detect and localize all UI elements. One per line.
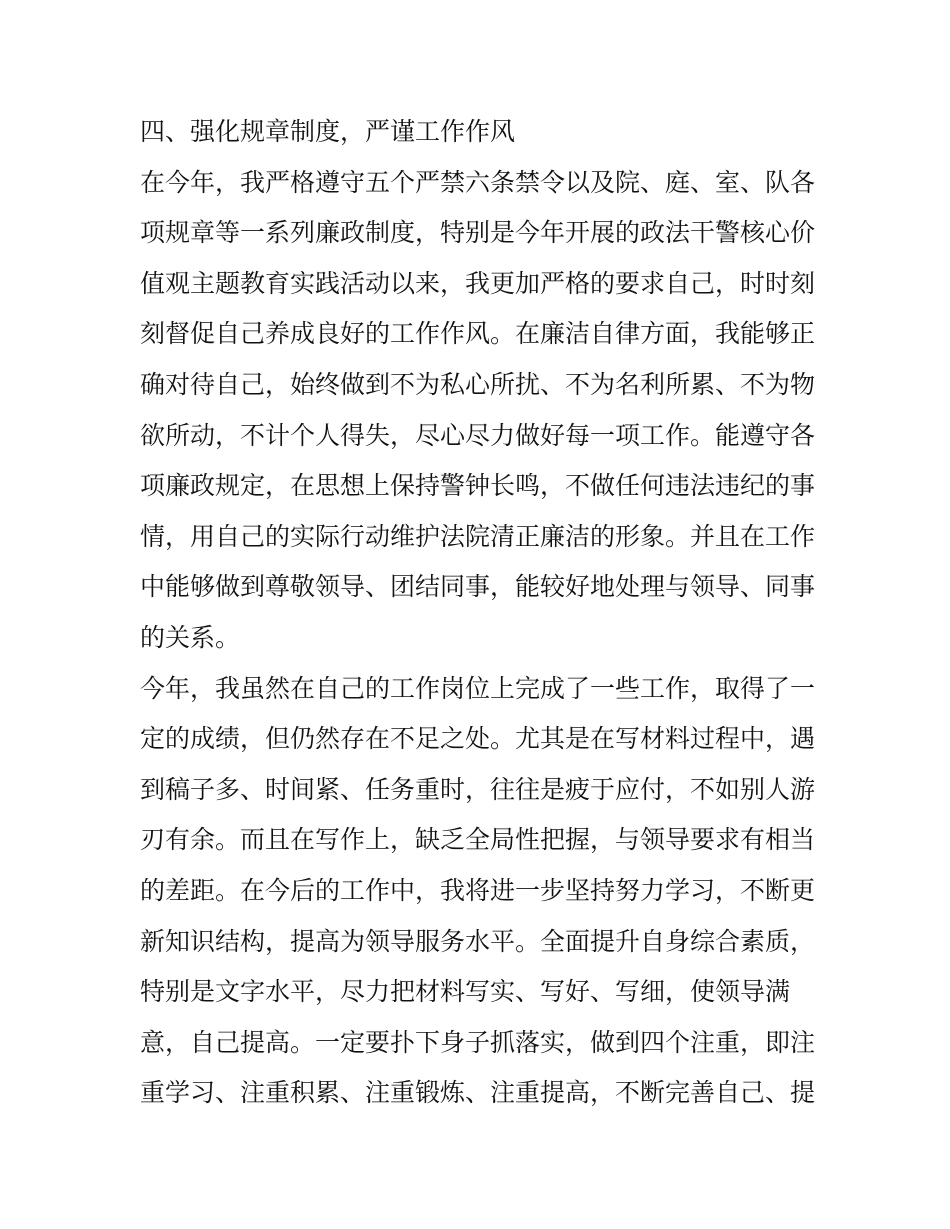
text-line: 确对待自己，始终做到不为私心所扰、不为名利所累、不为物 <box>140 369 816 399</box>
text-line: 到稿子多、时间紧、任务重时，往往是疲于应付，不如别人游 <box>140 774 816 804</box>
text-line: 项规章等一系列廉政制度，特别是今年开展的政法干警核心价 <box>140 218 816 248</box>
text-line: 欲所动，不计个人得失，尽心尽力做好每一项工作。能遵守各 <box>140 420 816 450</box>
text-line: 值观主题教育实践活动以来，我更加严格的要求自己，时时刻 <box>140 268 816 298</box>
text-line: 的差距。在今后的工作中，我将进一步坚持努力学习，不断更 <box>140 875 816 905</box>
section-heading: 四、强化规章制度，严谨工作作风 <box>140 117 516 146</box>
document-body <box>140 107 816 1119</box>
text-line: 定的成绩，但仍然存在不足之处。尤其是在写材料过程中，遇 <box>140 724 816 754</box>
text-line: 在今年，我严格遵守五个严禁六条禁令以及院、庭、室、队各 <box>140 167 816 197</box>
text-line: 刃有余。而且在写作上，缺乏全局性把握，与领导要求有相当 <box>140 825 816 855</box>
text-line: 中能够做到尊敬领导、团结同事，能较好地处理与领导、同事 <box>140 572 816 602</box>
text-line: 重学习、注重积累、注重锻炼、注重提高，不断完善自己、提 <box>140 1078 816 1108</box>
text-line: 刻督促自己养成良好的工作作风。在廉洁自律方面，我能够正 <box>140 319 816 349</box>
text-line: 情，用自己的实际行动维护法院清正廉洁的形象。并且在工作 <box>140 521 816 551</box>
text-line: 特别是文字水平，尽力把材料写实、写好、写细，使领导满 <box>140 977 791 1007</box>
text-line: 新知识结构，提高为领导服务水平。全面提升自身综合素质， <box>140 926 816 956</box>
text-line: 项廉政规定，在思想上保持警钟长鸣，不做任何违法违纪的事 <box>140 471 816 501</box>
text-line: 今年，我虽然在自己的工作岗位上完成了一些工作，取得了一 <box>140 673 816 703</box>
text-line: 意，自己提高。一定要扑下身子抓落实，做到四个注重，即注 <box>140 1027 816 1057</box>
text-line: 的关系。 <box>140 622 241 652</box>
